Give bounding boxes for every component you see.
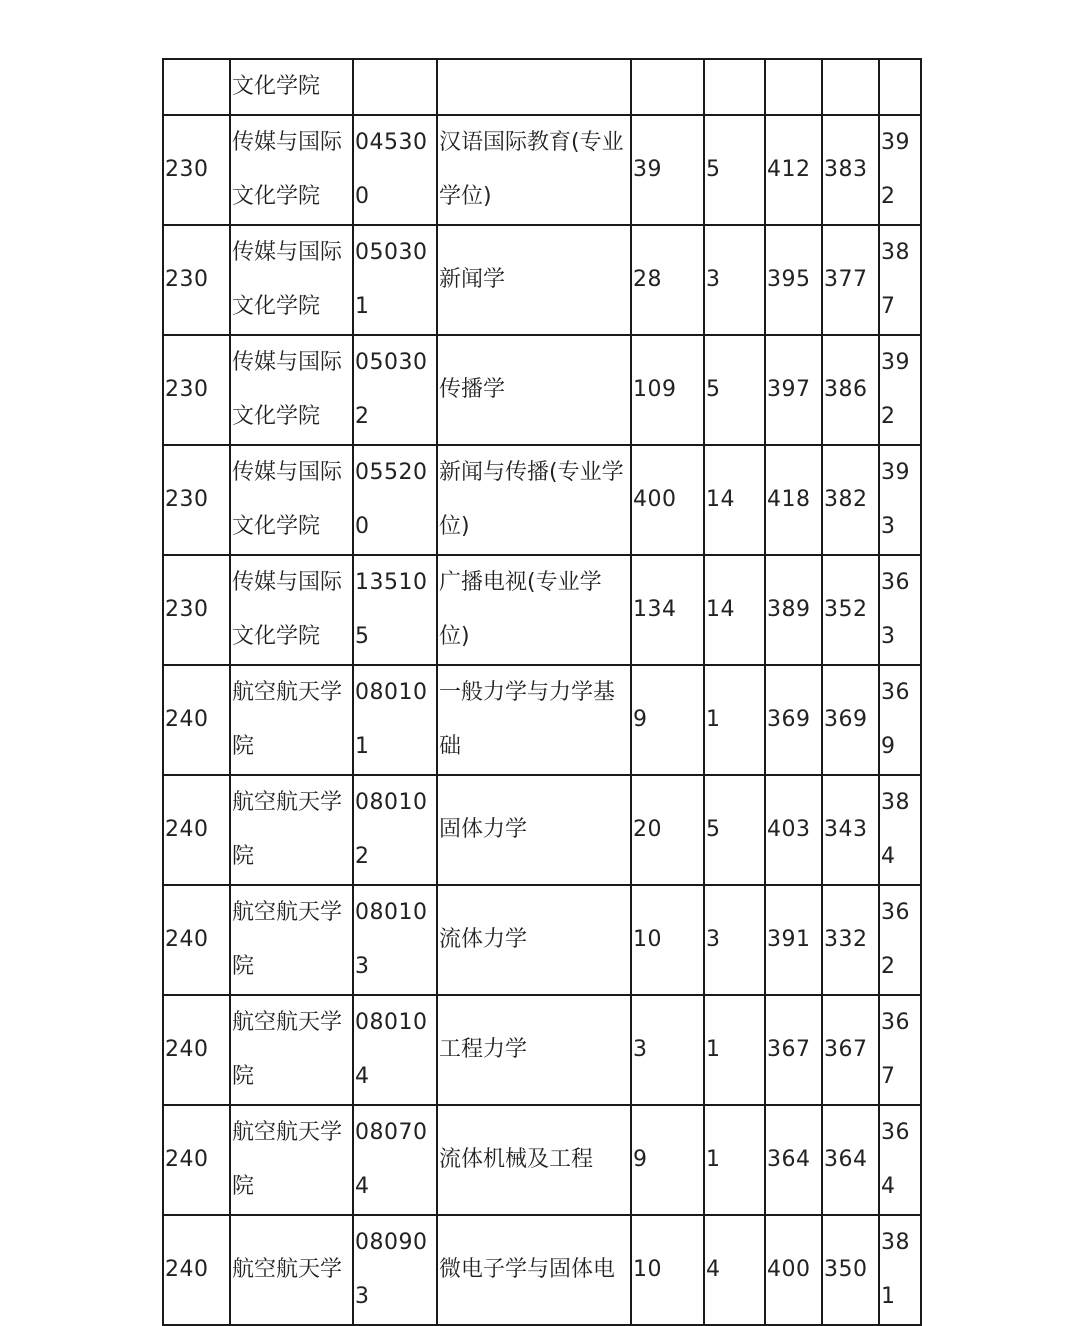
admitted-cell: 3: [704, 225, 765, 335]
major-code-cell: 080102: [353, 775, 437, 885]
college-code-cell: 230: [163, 225, 230, 335]
admitted-cell: 1: [704, 665, 765, 775]
applicants-cell: 39: [631, 115, 704, 225]
college-code-cell: 230: [163, 555, 230, 665]
major-name-cell: 广播电视(专业学位): [437, 555, 631, 665]
avg-score-cell: 381: [879, 1215, 921, 1325]
major-name-cell: 新闻学: [437, 225, 631, 335]
college-name-cell: 航空航天学: [230, 1215, 353, 1325]
college-name-cell: 航空航天学院: [230, 665, 353, 775]
table-row: [163, 115, 921, 225]
major-code-cell: 080704: [353, 1105, 437, 1215]
min-score-cell: [822, 59, 879, 115]
max-score-cell: 369: [765, 665, 822, 775]
min-score-cell: 383: [822, 115, 879, 225]
table-row: [163, 335, 921, 445]
avg-score-cell: [879, 59, 921, 115]
min-score-cell: 369: [822, 665, 879, 775]
major-name-cell: 流体机械及工程: [437, 1105, 631, 1215]
admitted-cell: 4: [704, 1215, 765, 1325]
table-row: [163, 555, 921, 665]
avg-score-cell: 363: [879, 555, 921, 665]
applicants-cell: [631, 59, 704, 115]
avg-score-cell: 367: [879, 995, 921, 1105]
min-score-cell: 386: [822, 335, 879, 445]
avg-score-cell: 384: [879, 775, 921, 885]
table-row: [163, 665, 921, 775]
table-row: [163, 995, 921, 1105]
applicants-cell: 9: [631, 665, 704, 775]
college-code-cell: 230: [163, 115, 230, 225]
admitted-cell: 5: [704, 335, 765, 445]
admitted-cell: 3: [704, 885, 765, 995]
major-name-cell: 传播学: [437, 335, 631, 445]
avg-score-cell: 362: [879, 885, 921, 995]
avg-score-cell: 392: [879, 335, 921, 445]
min-score-cell: 352: [822, 555, 879, 665]
major-name-cell: 流体力学: [437, 885, 631, 995]
max-score-cell: 364: [765, 1105, 822, 1215]
major-code-cell: 045300: [353, 115, 437, 225]
applicants-cell: 400: [631, 445, 704, 555]
applicants-cell: 9: [631, 1105, 704, 1215]
max-score-cell: 397: [765, 335, 822, 445]
college-code-cell: 240: [163, 1105, 230, 1215]
major-name-cell: 汉语国际教育(专业学位): [437, 115, 631, 225]
admission-score-table-container: [162, 58, 920, 1326]
major-name-cell: 新闻与传播(专业学位): [437, 445, 631, 555]
major-name-cell: [437, 59, 631, 115]
college-name-cell: 航空航天学院: [230, 885, 353, 995]
college-code-cell: [163, 59, 230, 115]
table-row: [163, 775, 921, 885]
table-row: [163, 1105, 921, 1215]
applicants-cell: 3: [631, 995, 704, 1105]
college-code-cell: 240: [163, 665, 230, 775]
major-name-cell: 工程力学: [437, 995, 631, 1105]
major-name-cell: 微电子学与固体电: [437, 1215, 631, 1325]
min-score-cell: 343: [822, 775, 879, 885]
applicants-cell: 10: [631, 1215, 704, 1325]
table-row: [163, 445, 921, 555]
college-name-cell: 文化学院: [230, 59, 353, 115]
college-name-cell: 航空航天学院: [230, 775, 353, 885]
college-code-cell: 240: [163, 885, 230, 995]
max-score-cell: [765, 59, 822, 115]
max-score-cell: 389: [765, 555, 822, 665]
major-code-cell: 055200: [353, 445, 437, 555]
major-name-cell: 固体力学: [437, 775, 631, 885]
max-score-cell: 395: [765, 225, 822, 335]
college-code-cell: 240: [163, 775, 230, 885]
min-score-cell: 367: [822, 995, 879, 1105]
admitted-cell: 5: [704, 775, 765, 885]
max-score-cell: 412: [765, 115, 822, 225]
max-score-cell: 391: [765, 885, 822, 995]
min-score-cell: 350: [822, 1215, 879, 1325]
admitted-cell: 5: [704, 115, 765, 225]
min-score-cell: 364: [822, 1105, 879, 1215]
applicants-cell: 28: [631, 225, 704, 335]
avg-score-cell: 393: [879, 445, 921, 555]
max-score-cell: 418: [765, 445, 822, 555]
college-name-cell: 传媒与国际文化学院: [230, 445, 353, 555]
table-row: [163, 1215, 921, 1325]
applicants-cell: 20: [631, 775, 704, 885]
major-code-cell: 135105: [353, 555, 437, 665]
min-score-cell: 377: [822, 225, 879, 335]
table-body: [163, 59, 921, 1325]
applicants-cell: 134: [631, 555, 704, 665]
table-row: [163, 59, 921, 115]
min-score-cell: 332: [822, 885, 879, 995]
admitted-cell: 1: [704, 1105, 765, 1215]
admission-score-table: [162, 58, 922, 1326]
college-name-cell: 传媒与国际文化学院: [230, 115, 353, 225]
college-code-cell: 240: [163, 1215, 230, 1325]
college-name-cell: 航空航天学院: [230, 1105, 353, 1215]
avg-score-cell: 387: [879, 225, 921, 335]
max-score-cell: 400: [765, 1215, 822, 1325]
admitted-cell: [704, 59, 765, 115]
applicants-cell: 109: [631, 335, 704, 445]
major-code-cell: 080103: [353, 885, 437, 995]
applicants-cell: 10: [631, 885, 704, 995]
major-code-cell: 080903: [353, 1215, 437, 1325]
major-name-cell: 一般力学与力学基础: [437, 665, 631, 775]
avg-score-cell: 364: [879, 1105, 921, 1215]
major-code-cell: 080101: [353, 665, 437, 775]
avg-score-cell: 369: [879, 665, 921, 775]
table-row: [163, 225, 921, 335]
max-score-cell: 403: [765, 775, 822, 885]
table-row: [163, 885, 921, 995]
min-score-cell: 382: [822, 445, 879, 555]
college-name-cell: 航空航天学院: [230, 995, 353, 1105]
college-code-cell: 230: [163, 335, 230, 445]
avg-score-cell: 392: [879, 115, 921, 225]
major-code-cell: 050301: [353, 225, 437, 335]
college-name-cell: 传媒与国际文化学院: [230, 225, 353, 335]
major-code-cell: [353, 59, 437, 115]
major-code-cell: 080104: [353, 995, 437, 1105]
college-name-cell: 传媒与国际文化学院: [230, 555, 353, 665]
admitted-cell: 14: [704, 555, 765, 665]
college-code-cell: 240: [163, 995, 230, 1105]
major-code-cell: 050302: [353, 335, 437, 445]
admitted-cell: 1: [704, 995, 765, 1105]
college-code-cell: 230: [163, 445, 230, 555]
max-score-cell: 367: [765, 995, 822, 1105]
college-name-cell: 传媒与国际文化学院: [230, 335, 353, 445]
admitted-cell: 14: [704, 445, 765, 555]
